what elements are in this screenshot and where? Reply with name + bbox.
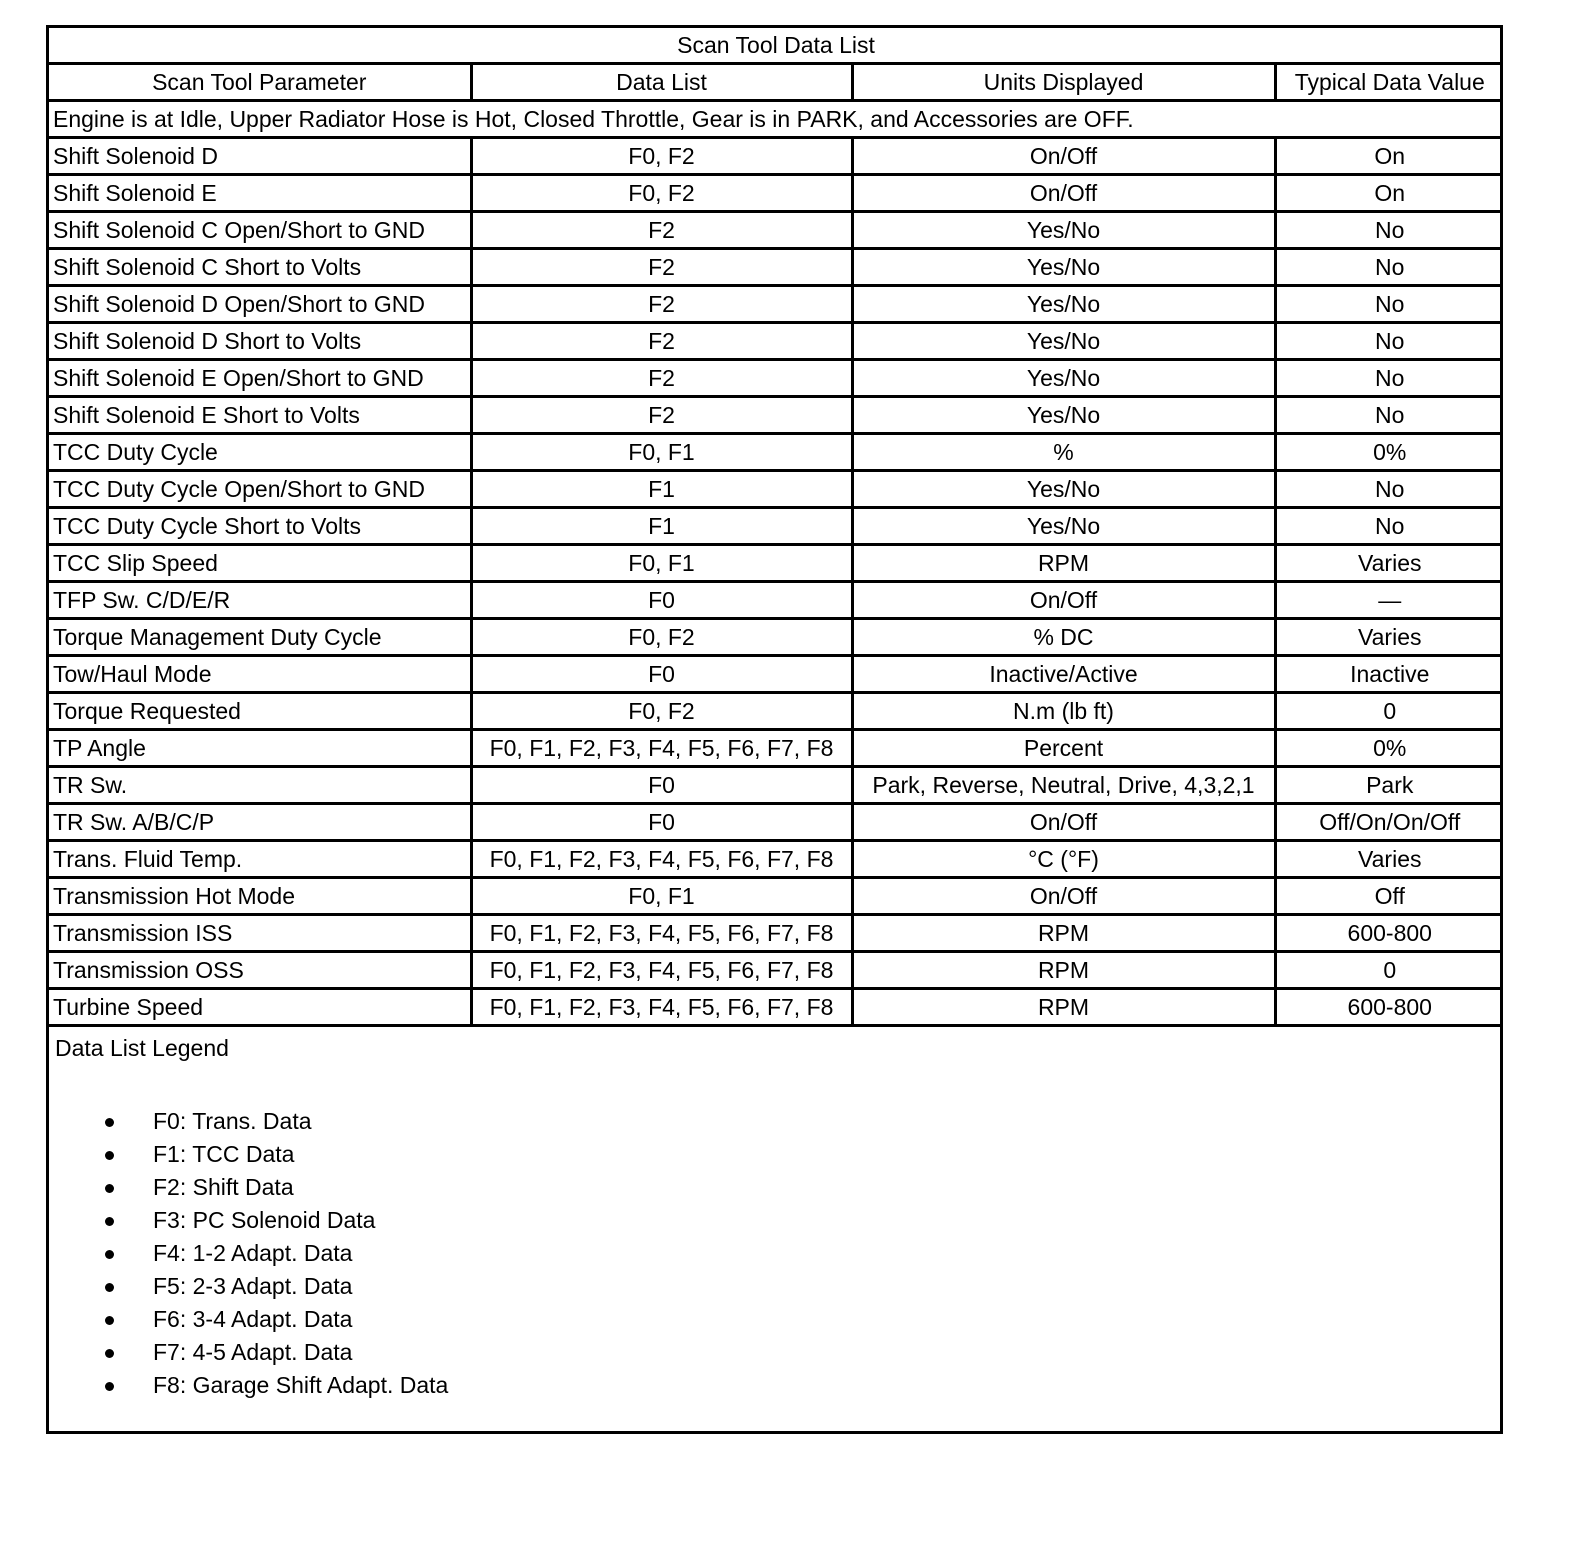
cell-data-list: F2 [471,360,852,397]
cell-typical-value: Off/On/On/Off [1275,804,1503,841]
cell-data-list: F0 [471,582,852,619]
table-row [49,915,1503,952]
cell-data-list: F0, F1, F2, F3, F4, F5, F6, F7, F8 [471,952,852,989]
cell-typical-value: Varies [1275,545,1503,582]
cell-units: Inactive/Active [852,656,1275,693]
table-row [49,175,1503,212]
cell-units: On/Off [852,175,1275,212]
bullet-icon [105,1118,114,1127]
legend-item [55,1204,1494,1237]
table-row [49,878,1503,915]
cell-parameter: Shift Solenoid D [49,138,471,175]
cell-parameter: Turbine Speed [49,989,471,1026]
table-row [49,545,1503,582]
cell-data-list: F2 [471,212,852,249]
cell-typical-value: 600-800 [1275,915,1503,952]
cell-parameter: TCC Duty Cycle Open/Short to GND [49,471,471,508]
cell-data-list: F0, F1, F2, F3, F4, F5, F6, F7, F8 [471,989,852,1026]
cell-parameter: Torque Management Duty Cycle [49,619,471,656]
bullet-icon [105,1349,114,1358]
cell-data-list: F0, F2 [471,619,852,656]
cell-typical-value: 0% [1275,434,1503,471]
cell-parameter: Torque Requested [49,693,471,730]
table-row [49,434,1503,471]
cell-typical-value: 0 [1275,693,1503,730]
bullet-icon [105,1217,114,1226]
legend-item-text: F4: 1-2 Adapt. Data [153,1240,353,1266]
legend-item [55,1237,1494,1270]
legend-item [55,1336,1494,1369]
cell-typical-value: No [1275,508,1503,545]
cell-parameter: TP Angle [49,730,471,767]
cell-parameter: TCC Duty Cycle Short to Volts [49,508,471,545]
cell-typical-value: 0% [1275,730,1503,767]
table-row [49,138,1503,175]
bullet-icon [105,1250,114,1259]
legend-item [55,1303,1494,1336]
table-body [49,101,1503,1026]
legend-item [55,1270,1494,1303]
cell-typical-value: On [1275,138,1503,175]
cell-data-list: F2 [471,286,852,323]
cell-data-list: F1 [471,471,852,508]
table-row [49,286,1503,323]
condition-row [49,101,1503,138]
legend-item [55,1138,1494,1171]
cell-data-list: F0, F2 [471,693,852,730]
cell-data-list: F0 [471,656,852,693]
cell-typical-value: No [1275,360,1503,397]
cell-typical-value: 0 [1275,952,1503,989]
table-row [49,323,1503,360]
header-units: Units Displayed [852,64,1275,101]
cell-typical-value: — [1275,582,1503,619]
scan-tool-data-table [49,28,1503,1027]
cell-units: Yes/No [852,249,1275,286]
data-list-legend [49,1027,1500,1431]
cell-parameter: TR Sw. A/B/C/P [49,804,471,841]
cell-data-list: F0, F1, F2, F3, F4, F5, F6, F7, F8 [471,915,852,952]
cell-parameter: Shift Solenoid D Short to Volts [49,323,471,360]
cell-units: Percent [852,730,1275,767]
table-row [49,397,1503,434]
cell-parameter: Transmission Hot Mode [49,878,471,915]
cell-parameter: Shift Solenoid C Open/Short to GND [49,212,471,249]
table-row [49,656,1503,693]
cell-data-list: F0, F1 [471,878,852,915]
cell-data-list: F0, F1, F2, F3, F4, F5, F6, F7, F8 [471,730,852,767]
cell-parameter: TR Sw. [49,767,471,804]
cell-typical-value: On [1275,175,1503,212]
header-parameter: Scan Tool Parameter [49,64,471,101]
cell-typical-value: Off [1275,878,1503,915]
table-row [49,249,1503,286]
legend-item-text: F8: Garage Shift Adapt. Data [153,1372,449,1398]
table-header-row [49,64,1503,101]
header-data-list: Data List [471,64,852,101]
cell-typical-value: Inactive [1275,656,1503,693]
cell-typical-value: Varies [1275,619,1503,656]
bullet-icon [105,1151,114,1160]
table-row [49,767,1503,804]
legend-title: Data List Legend [55,1035,229,1061]
table-row [49,582,1503,619]
legend-item-text: F6: 3-4 Adapt. Data [153,1306,353,1332]
cell-units: RPM [852,989,1275,1026]
legend-item-text: F5: 2-3 Adapt. Data [153,1273,353,1299]
legend-list [55,1105,1494,1402]
cell-units: % [852,434,1275,471]
operating-condition: Engine is at Idle, Upper Radiator Hose is Hot, Closed Throttle, Gear is in PARK, and Accessories are OFF. [49,101,1503,138]
cell-units: Yes/No [852,323,1275,360]
cell-units: Yes/No [852,508,1275,545]
legend-item [55,1105,1494,1138]
cell-units: N.m (lb ft) [852,693,1275,730]
cell-typical-value: Varies [1275,841,1503,878]
cell-units: RPM [852,545,1275,582]
cell-parameter: Transmission ISS [49,915,471,952]
cell-typical-value: No [1275,397,1503,434]
cell-parameter: Shift Solenoid E Open/Short to GND [49,360,471,397]
table-row [49,841,1503,878]
bullet-icon [105,1382,114,1391]
cell-data-list: F0, F2 [471,175,852,212]
table-row [49,360,1503,397]
table-row [49,952,1503,989]
cell-data-list: F0 [471,767,852,804]
cell-units: °C (°F) [852,841,1275,878]
cell-parameter: TFP Sw. C/D/E/R [49,582,471,619]
cell-units: On/Off [852,878,1275,915]
table-row [49,619,1503,656]
scan-tool-document [46,25,1503,1434]
cell-data-list: F2 [471,249,852,286]
cell-parameter: TCC Duty Cycle [49,434,471,471]
cell-typical-value: No [1275,249,1503,286]
legend-item [55,1171,1494,1204]
legend-item-text: F3: PC Solenoid Data [153,1207,376,1233]
cell-typical-value: 600-800 [1275,989,1503,1026]
table-title: Scan Tool Data List [49,28,1503,64]
table-row [49,804,1503,841]
cell-units: Park, Reverse, Neutral, Drive, 4,3,2,1 [852,767,1275,804]
cell-units: % DC [852,619,1275,656]
legend-item-text: F2: Shift Data [153,1174,294,1200]
cell-units: Yes/No [852,397,1275,434]
cell-units: RPM [852,952,1275,989]
table-row [49,693,1503,730]
cell-typical-value: No [1275,286,1503,323]
table-row [49,989,1503,1026]
bullet-icon [105,1184,114,1193]
cell-data-list: F1 [471,508,852,545]
cell-typical-value: Park [1275,767,1503,804]
legend-item [55,1369,1494,1402]
cell-units: Yes/No [852,360,1275,397]
cell-units: Yes/No [852,471,1275,508]
bullet-icon [105,1283,114,1292]
table-row [49,508,1503,545]
bullet-icon [105,1316,114,1325]
legend-item-text: F1: TCC Data [153,1141,295,1167]
cell-parameter: Shift Solenoid C Short to Volts [49,249,471,286]
cell-typical-value: No [1275,212,1503,249]
cell-data-list: F0 [471,804,852,841]
table-row [49,212,1503,249]
cell-parameter: Transmission OSS [49,952,471,989]
cell-data-list: F0, F1 [471,545,852,582]
table-row [49,730,1503,767]
cell-units: RPM [852,915,1275,952]
cell-parameter: Shift Solenoid D Open/Short to GND [49,286,471,323]
cell-parameter: Tow/Haul Mode [49,656,471,693]
table-row [49,471,1503,508]
cell-units: On/Off [852,804,1275,841]
legend-item-text: F7: 4-5 Adapt. Data [153,1339,353,1365]
cell-data-list: F2 [471,323,852,360]
cell-units: Yes/No [852,212,1275,249]
cell-parameter: TCC Slip Speed [49,545,471,582]
legend-item-text: F0: Trans. Data [153,1108,312,1134]
cell-typical-value: No [1275,323,1503,360]
cell-parameter: Shift Solenoid E Short to Volts [49,397,471,434]
cell-data-list: F0, F1 [471,434,852,471]
cell-units: On/Off [852,582,1275,619]
cell-data-list: F0, F2 [471,138,852,175]
cell-typical-value: No [1275,471,1503,508]
cell-parameter: Shift Solenoid E [49,175,471,212]
cell-units: On/Off [852,138,1275,175]
cell-data-list: F0, F1, F2, F3, F4, F5, F6, F7, F8 [471,841,852,878]
header-typical-value: Typical Data Value [1275,64,1503,101]
cell-parameter: Trans. Fluid Temp. [49,841,471,878]
cell-data-list: F2 [471,397,852,434]
cell-units: Yes/No [852,286,1275,323]
table-title-row [49,28,1503,64]
